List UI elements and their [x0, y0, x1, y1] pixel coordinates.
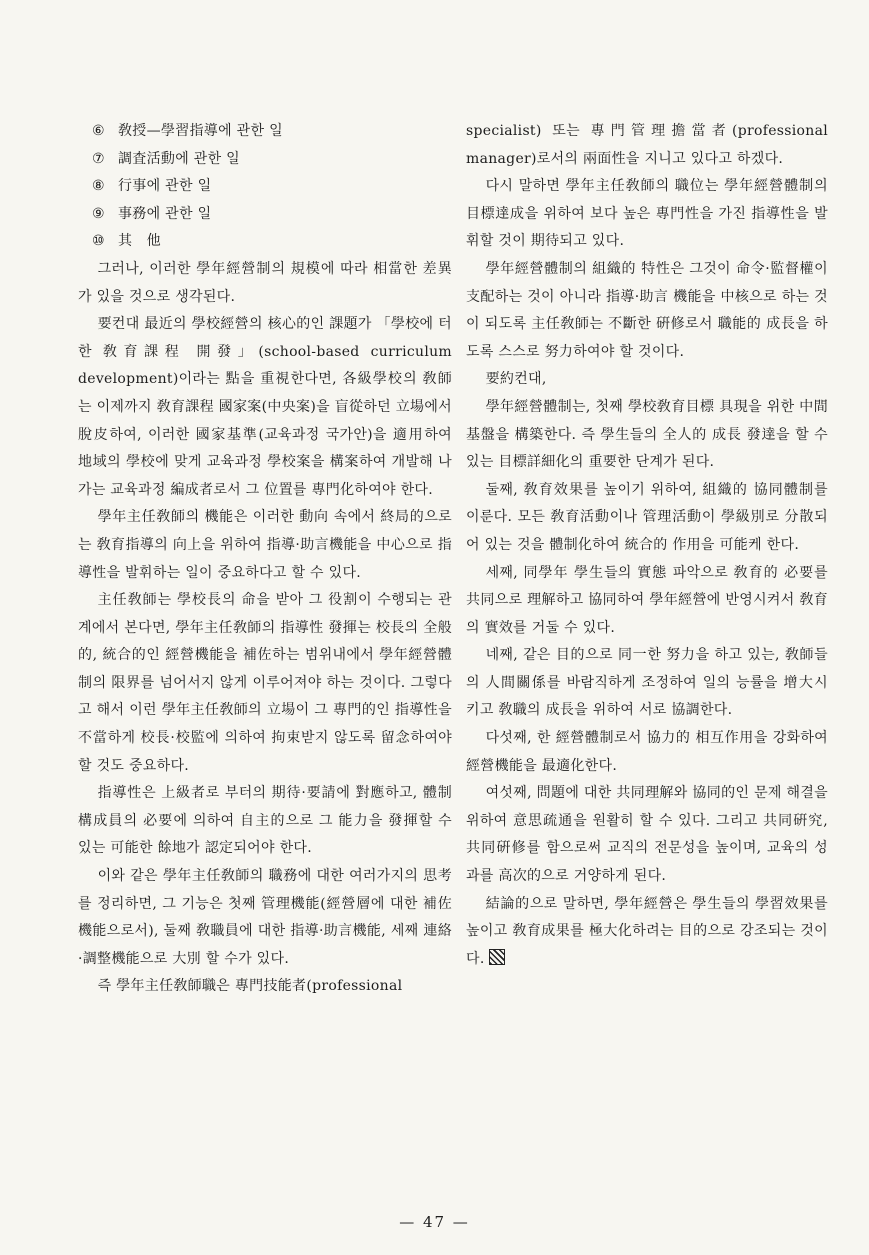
- body-paragraph: 세째, 同學年 學生들의 實態 파악으로 敎育的 必要를 共同으로 理解하고 協同하여 學年經營에 반영시켜서 敎育의 實效를 거둘 수 있다.: [466, 564, 828, 636]
- body-paragraph: 즉 學年主任敎師職은 專門技能者(professional: [97, 978, 403, 995]
- body-paragraph: 네째, 같은 目的으로 同一한 努力을 하고 있는, 敎師들의 人間關係를 바람직하게 조정하여 일의 능률을 增大시키고 敎職의 成長을 위하여 서로 協調한다.: [466, 647, 828, 719]
- list-number: ⑦: [92, 150, 105, 167]
- body-paragraph: 指導性은 上級者로 부터의 期待·要請에 對應하고, 體制 構成員의 必要에 의하여 自主的으로 그 能力을 發揮할 수 있는 可能한 餘地가 認定되어야 한다.: [78, 785, 452, 857]
- list-item: [78, 173, 452, 201]
- body-paragraph: 要컨대 最近의 學校經營의 核心的인 課題가 「學校에 터한 敎育課程 開發」(school-based curriculum development)이라는 點을 重視한다면, 各級學校의 敎師는 이제까지 敎育課程 國家案(中央案)을 盲從하던 立場에서 脫皮하여, 이러한 國家基準(교육과정 국가안)을 適用하여 地域의 學校에 맞게 교육과정 學校案을 構案하여 개발해 나가는 교육과정 編成者로서 그 位置를 專門化하여야 한다.: [78, 316, 452, 498]
- list-number: ⑧: [92, 178, 105, 195]
- right-column: [466, 118, 828, 973]
- body-paragraph: 要約컨대,: [485, 371, 547, 388]
- body-paragraph: 그러나, 이러한 學年經營制의 規模에 따라 相當한 差異가 있을 것으로 생각된다.: [78, 260, 452, 305]
- list-item: [78, 146, 452, 174]
- body-paragraph: 學年經營體制의 組織的 特性은 그것이 命令·監督權이 支配하는 것이 아니라 指導·助言 機能을 中核으로 하는 것이 되도록 主任敎師는 不斷한 硏修로서 職能的 成長을 하도록 스스로 努力하여야 할 것이다.: [466, 260, 828, 360]
- list-number: ⑨: [92, 205, 105, 222]
- list-text: 敎授—學習指導에 관한 일: [118, 123, 283, 139]
- page-number: — 47 —: [399, 1213, 470, 1231]
- list-number: ⑥: [92, 123, 105, 139]
- body-paragraph: [466, 891, 828, 974]
- body-paragraph: 다섯째, 한 經營體制로서 協力的 相互作用을 강화하여 經營機能을 最適化한다.: [466, 730, 828, 774]
- left-column: [78, 118, 452, 1001]
- list-text: 事務에 관한 일: [118, 205, 212, 222]
- body-paragraph: specialist) 또는 專門管理擔當者(professional manager)로서의 兩面性을 지니고 있다고 하겠다.: [466, 123, 828, 167]
- body-paragraph: 學年主任敎師의 機能은 이러한 動向 속에서 終局的으로는 敎育指導의 向上을 위하여 指導·助言機能을 中心으로 指導性을 발휘하는 일이 중요하다고 할 수 있다.: [78, 509, 452, 581]
- body-paragraph: 다시 말하면 學年主任敎師의 職位는 學年經營體制의 目標達成을 위하여 보다 높은 專門性을 가진 指導性을 발휘할 것이 期待되고 있다.: [466, 178, 828, 250]
- body-paragraph: 主任敎師는 學校長의 命을 받아 그 役割이 수행되는 관계에서 본다면, 學年主任敎師의 指導性 發揮는 校長의 全般的, 統合的인 經營機能을 補佐하는 범위내에서 學年經營體制의 限界를 넘어서지 않게 이루어져야 하는 것이다. 그렇다고 해서 이런 學年主任敎師의 立場이 그 專門的인 指導性을 不當하게 校長·校監에 의하여 拘束받지 않도록 留念하여야 할 것도 중요하다.: [78, 592, 452, 774]
- list-item: [78, 118, 452, 146]
- list-item: [78, 201, 452, 229]
- body-paragraph: 여섯째, 問題에 대한 共同理解와 協同的인 문제 해결을 위하여 意思疏通을 원활히 할 수 있다. 그리고 共同硏究, 共同硏修를 함으로써 교직의 전문성을 높이며, 교육의 성과를 高次的으로 거양하게 된다.: [466, 785, 828, 885]
- list-number: ⑩: [92, 233, 105, 250]
- list-text: 行事에 관한 일: [118, 178, 212, 195]
- body-paragraph: 學年經營體制는, 첫째 學校敎育目標 具現을 위한 中間基盤을 構築한다. 즉 學生들의 全人的 成長 發達을 할 수 있는 目標詳細化의 重要한 단계가 된다.: [466, 398, 828, 471]
- body-paragraph: 둘째, 敎育效果를 높이기 위하여, 組織的 協同體制를 이룬다. 모든 敎育活動이나 管理活動이 學級別로 分散되어 있는 것을 體制化하여 統合的 作用을 可能케 한다.: [466, 481, 828, 553]
- list-item: [78, 228, 452, 256]
- body-paragraph: 이와 같은 學年主任敎師의 職務에 대한 여러가지의 思考를 정리하면, 그 기능은 첫째 管理機能(經營層에 대한 補佐機能으로서), 둘째 敎職員에 대한 指導·助言機能, 세째 連絡·調整機能으로 大別 할 수가 있다.: [78, 868, 452, 967]
- closing-paragraph-text: 結論的으로 말하면, 學年經營은 學生들의 學習效果를 높이고 敎育成果를 極大化하려는 目的으로 강조되는 것이다.: [466, 895, 828, 967]
- list-text: 調査活動에 관한 일: [118, 150, 240, 167]
- end-mark-icon: [489, 949, 505, 965]
- list-text: 其 他: [118, 233, 161, 250]
